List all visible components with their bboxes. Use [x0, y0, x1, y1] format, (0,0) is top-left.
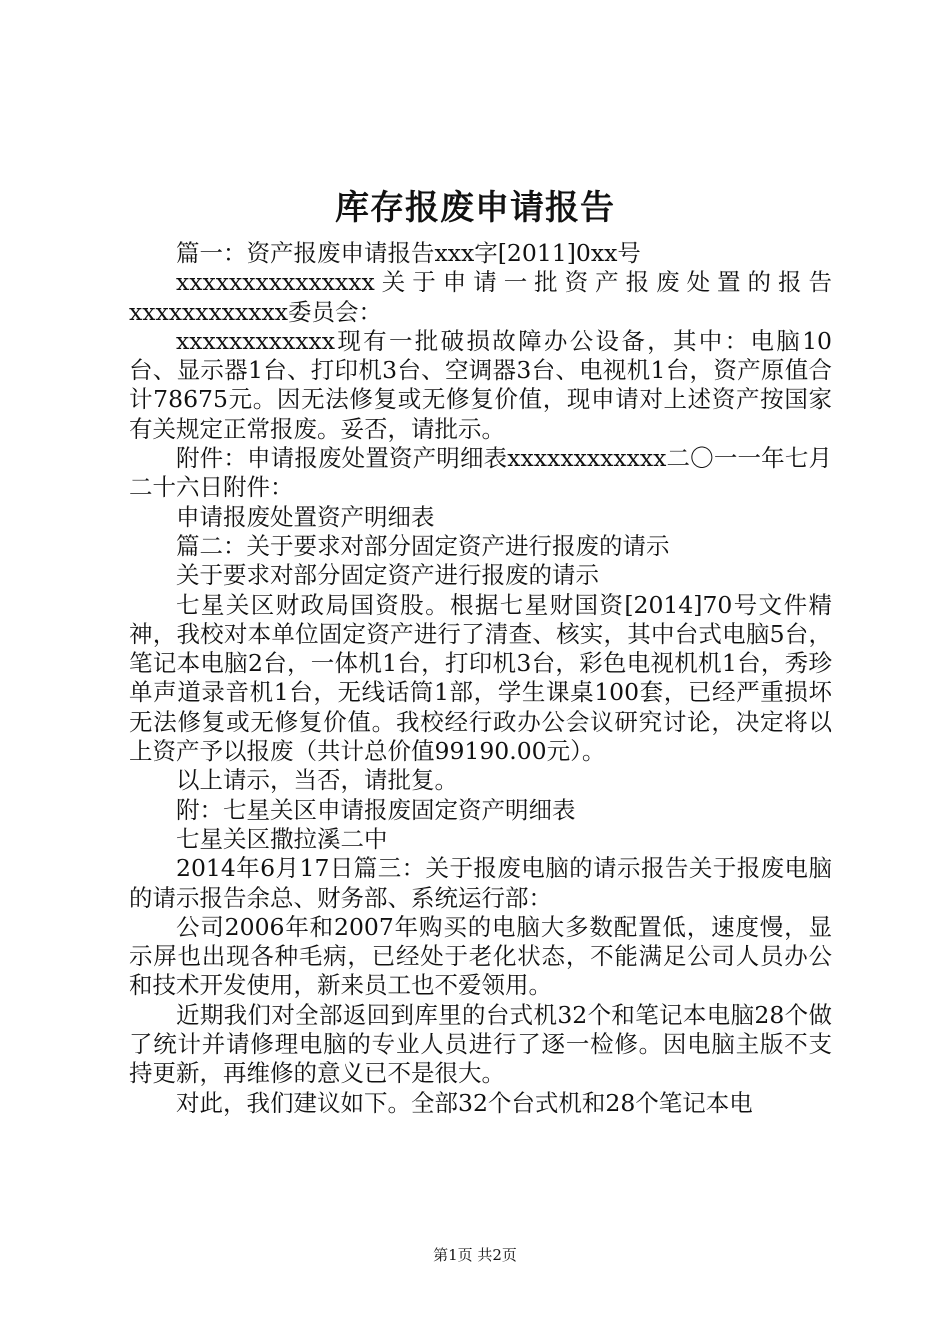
paragraph: 七星关区撒拉溪二中 — [176, 824, 388, 853]
paragraph: xxxxxxxxxxxxxxx关于申请一批资产报废处置的报告xxxxxxxxxxxx委员会： — [129, 268, 832, 326]
document-body — [129, 239, 832, 1118]
paragraph: 附件：申请报废处置资产明细表xxxxxxxxxxxx二〇一一年七月二十六日附件： — [129, 444, 832, 502]
paragraph: xxxxxxxxxxxx现有一批破损故障办公设备，其中：电脑10台、显示器1台、打印机3台、空调器3台、电视机1台，资产原值合计78675元。因无法修复或无修复价值，现申请对上述资产按国家有关规定正常报废。妥否，请批示。 — [129, 326, 832, 443]
paragraph: 附：七星关区申请报废固定资产明细表 — [176, 795, 576, 824]
paragraph: 申请报废处置资产明细表 — [176, 502, 435, 531]
paragraph: 对此，我们建议如下。全部32个台式机和28个笔记本电 — [176, 1088, 753, 1117]
paragraph: 关于要求对部分固定资产进行报废的请示 — [176, 561, 599, 590]
page-footer: 第1页 共2页 — [433, 1246, 517, 1264]
paragraph: 以上请示，当否，请批复。 — [176, 766, 458, 795]
paragraph: 公司2006年和2007年购买的电脑大多数配置低，速度慢，显示屏也出现各种毛病，已经处于老化状态，不能满足公司人员办公和技术开发使用，新来员工也不爱领用。 — [129, 912, 832, 1000]
paragraph: 2014年6月17日篇三：关于报废电脑的请示报告关于报废电脑的请示报告余总、财务部、系统运行部： — [129, 854, 832, 912]
paragraph: 近期我们对全部返回到库里的台式机32个和笔记本电脑28个做了统计并请修理电脑的专业人员进行了逐一检修。因电脑主版不支持更新，再维修的意义已不是很大。 — [129, 1000, 832, 1088]
document-title: 库存报废申请报告 — [335, 188, 615, 228]
paragraph: 篇一：资产报废申请报告xxx字[2011]0xx号 — [176, 239, 641, 267]
paragraph: 七星关区财政局国资股。根据七星财国资[2014]70号文件精神，我校对本单位固定资产进行了清查、核实，其中台式电脑5台，笔记本电脑2台，一体机1台，打印机3台，彩色电视机机1台，秀珍单声道录音机1台，无线话筒1部，学生课桌100套，已经严重损坏无法修复或无修复价值。我校经行政办公会议研究讨论，决定将以上资产予以报废（共计总价值99190.00元）。 — [129, 590, 832, 766]
paragraph: 篇二：关于要求对部分固定资产进行报废的请示 — [176, 531, 670, 560]
